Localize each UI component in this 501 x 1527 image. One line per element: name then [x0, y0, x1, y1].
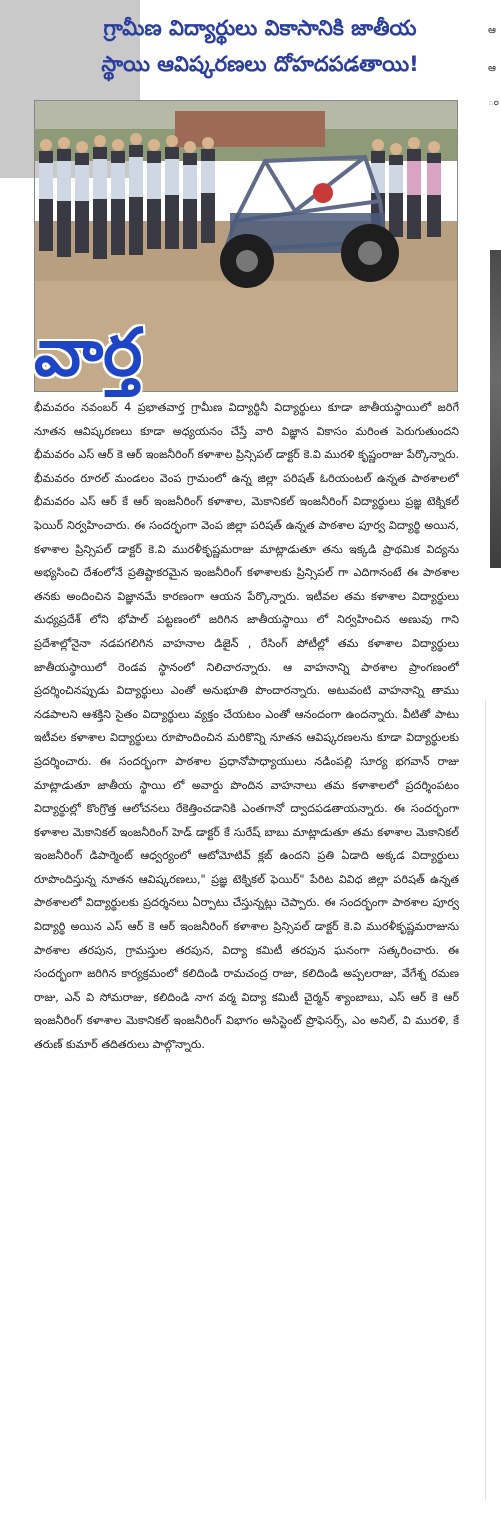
- article-body: భీమవరం నవంబర్ 4 ప్రభాతవార్త గ్రామీణ విద్యార్థినీ విద్యార్థులు కూడా జాతీయస్థాయిలో జరిగే నూతన ఆవిష్కరణలు కూడా అధ్యయనం చేస్తే వారి విజ్ఞాన వికాసం మరింత పెరుగుతుందని భీమవరం ఎస్ ఆర్ కె ఆర్ ఇంజనీరింగ్ కళాశాల ప్రిన్సిపల్ డాక్టర్ కె.వి మురళి కృష్ణంరాజు పేర్కొన్నారు. భీమవరం రూరల్ మండలం వెంప గ్రామంలో ఉన్న జిల్లా పరిషత్ ఓరియంటల్ ఉన్నత పాఠశాలలో భీమవరం ఎస్ ఆర్ కే ఆర్ ఇంజనీరింగ్ కళాశాల, మెకానికల్ ఇంజనీరింగ్ విద్యార్థులు ప్రజ్ఞ టెక్నికల్ ఫెయిర్ నిర్వహించారు. ఈ సందర్భంగా వెంప జిల్లా పరిషత్ ఉన్నత పాఠశాల పూర్వ విద్యార్థి అయిన, కళాశాల ప్రిన్సిపల్ డాక్టర్ కె.వి మురళీకృష్ణమరాజు మాట్లాడుతూ తను ఇక్కడి ప్రాథమిక విద్యను అభ్యసించి దేశంలోనే ప్రతిష్టాకరమైన ఇంజనీరింగ్ కళాశాలకు ప్రిన్సిపల్ గా ఎదిగానంటే ఈ పాఠశాల తనకు అందించిన విజ్ఞానమే కారణంగా ఆయన పేర్కొన్నారు. ఇటీవల తమ కళాశాల విద్యార్థులు మధ్యప్రదేశ్ లోని భోపాల్ పట్టణంలో జరిగిన జాతీయస్థాయి లో నిర్వహించిన అణువు గాని ప్రదేశాల్లోనైనా నడపగలిగిన వాహనాల డిజైన్ , రేసింగ్ పోటీల్లో తమ కళాశాల విద్యార్థులు జాతీయస్థాయిలో రెండవ స్థానంలో నిలిచారన్నారు. ఆ వాహనాన్ని పాఠశాల ప్రాంగణంలో ప్రదర్శించినప్పుడు విద్యార్థులు ఎంతో అనుభూతి పొందారన్నారు. అటువంటి వాహనాన్ని తాము నడపాలని ఆశక్తిని సైతం విద్యార్థులు వ్యక్తం చేయటం ఎంతో ఆనందంగా ఉందన్నారు. వీటితో పాటు ఇటీవల కళాశాల విద్యార్థులు రూపొందించిన మరికొన్ని నూతన ఆవిష్కరణలను కూడా విద్యార్థులకు ప్రదర్శించారు. ఈ సందర్భంగా పాఠశాల ప్రధానోపాధ్యాయులు నడింపల్లి సూర్య భగవాన్ రాజు మాట్లాడుతూ జాతీయ స్థాయి లో అవార్డు పొందిన వాహనాలు తమ కళాశాలలో ప్రదర్శింపటం విద్యార్థుల్లో కొంగ్రొత్త ఆలోచనలు రేకెత్తించడానికి ఎంతగానో ద్వాదపడతాయన్నారు. ఈ సందర్భంగా కళాశాల మెకానికల్ ఇంజనీరింగ్ హెడ్ డాక్టర్ కే సురేష్ బాబు మాట్లాడుతూ తమ కళాశాల మెకానికల్ ఇంజనీరింగ్ డిపార్మెంట్ ఆధ్వర్యంలో ఆటోమోటివ్ క్లబ్ ఉందని ప్రతి ఏడాది అక్కడ విద్యార్థులు రూపొందిస్తున్న నూతన ఆవిష్కరణలు," ప్రజ్ఞ టెక్నికల్ ఫెయిర్" పేరిట వివిధ జిల్లా పరిషత్ ఉన్నత పాఠశాలలో విద్యార్థులకు ప్రదర్శనలు ఏర్పాటు చేస్తున్నట్లు చెప్పారు. ఈ సందర్భంగా పాఠశాల పూర్వ విద్యార్థి అయిన ఎస్ ఆర్ కె ఆర్ ఇంజనీరింగ్ కళాశాల ప్రిన్సిపల్ డాక్టర్ కె.వి మురళీకృష్ణమరాజును పాఠశాల తరపున, గ్రామస్తుల తరపున, విద్యా కమిటీ తరపున ఘనంగా సత్కరించారు. ఈ సందర్భంగా జరిగిన కార్యక్రమంలో కలిదిండి రామచంద్ర రాజు, కలిదిండి అప్పలరాజు, వేగేశ్న రమణ రాజు, ఎన్ వి సోమరాజు, కలిదిండి నాగ వర్మ విద్యా కమిటీ చైర్మన్ శ్యాంబాబు, ఎస్ ఆర్ కె ఆర్ ఇంజనీరింగ్ కళాశాల మెకానికల్ ఇంజనీరింగ్ విభాగం అసిస్టెంట్ ప్రొఫెసర్స్, ఎం అనిల్, వి మురళి, కే తరుణ్ కుమార్ తదితరులు పాల్గొన్నారు.: [34, 401, 459, 1052]
- edge-fragment: ం: [488, 97, 499, 108]
- edge-fragment: ఆ: [488, 63, 496, 74]
- adjacent-photo-edge: [490, 250, 501, 568]
- masthead-logo: వార్త: [34, 314, 143, 391]
- headline-line-2: స్థాయి ఆవిష్కరణలు దోహదపడతాయి!: [101, 52, 419, 76]
- adjacent-column-edge: [482, 0, 501, 1527]
- column-rule: [485, 700, 486, 1500]
- edge-fragment: ఆ: [488, 25, 496, 36]
- article-headline: [30, 10, 490, 82]
- headline-line-1: గ్రామీణ విద్యార్థులు వికాసానికి జాతీయ: [103, 16, 417, 40]
